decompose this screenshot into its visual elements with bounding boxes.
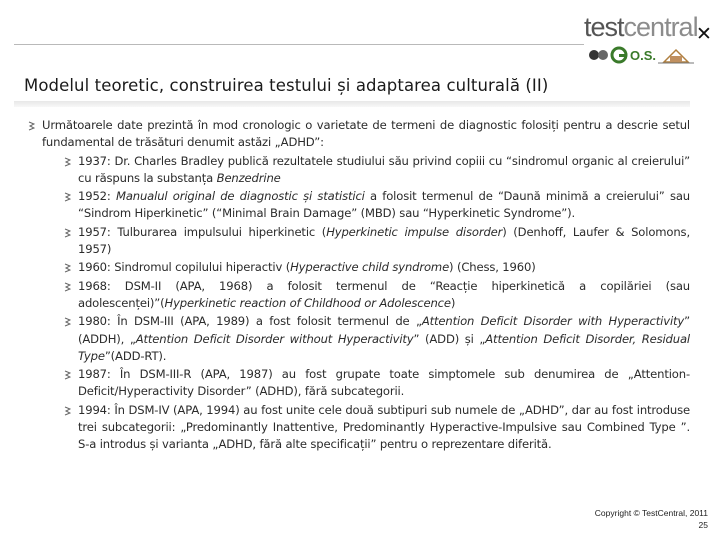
bullet-icon [28, 121, 35, 131]
close-icon[interactable]: ✕ [696, 23, 712, 45]
header-rule [14, 44, 584, 45]
item-text: 1957: Tulburarea impulsului hiperkinetic ( [78, 224, 327, 239]
bullet-icon [64, 192, 71, 202]
item-emphasis: Hyperactive child syndrome [290, 260, 450, 275]
item-emphasis: Attention Deficit Disorder with Hyperactivity [421, 314, 685, 329]
slide-title: Modelul teoretic, construirea testului și adaptarea culturală (II) [24, 76, 549, 95]
item-text: ) (Denhoff, Laufer & Solomons, 1957) [78, 224, 690, 256]
list-item [64, 188, 690, 222]
item-text: ) [450, 295, 456, 310]
list-item [64, 259, 690, 276]
logo-test-text: test [584, 12, 624, 42]
item-text: ” (ADD) și „ [413, 331, 486, 346]
logo-central-text: central [623, 12, 698, 42]
list-item [64, 402, 690, 454]
item-text: ” (ADDH), „ [78, 314, 690, 346]
item-text: 1968: DSM-II (APA, 1968) a folosit termenul de “Reacție hiperkinetică a copilăriei (sau adolescenței)”( [78, 278, 690, 310]
partner-logos [588, 44, 702, 66]
item-text: 1937: Dr. Charles Bradley publică rezultatele studiului său privind copiii cu “sindromul organic al creierului” cu răspuns la substanța [78, 153, 690, 185]
item-emphasis: Attention Deficit Disorder, Residual Type [78, 331, 690, 363]
intro-text: Următoarele date prezintă în mod cronologic o varietate de termeni de diagnostic folosiți pentru a descrie setul fundamental de trăsături denumit astăzi „ADHD”: [42, 118, 690, 150]
bullet-icon [64, 157, 71, 167]
item-text: 1952: [78, 189, 116, 204]
item-emphasis: Hyperkinetic reaction of Childhood or Adolescence [164, 295, 451, 310]
item-emphasis: Attention Deficit Disorder without Hyperactivity [135, 331, 414, 346]
slide-content [28, 117, 690, 453]
svg-text:O.S.: O.S. [630, 48, 657, 63]
bullet-icon [64, 317, 71, 327]
list-item [64, 313, 690, 365]
copyright-text: Copyright © TestCentral, 2011 [594, 508, 708, 518]
list-item [64, 153, 690, 187]
item-emphasis: Hyperkinetic impulse disorder [326, 224, 503, 239]
item-text: 1980: În DSM-III (APA, 1989) a fost folosit termenul de „ [78, 314, 422, 329]
intro-bullet [28, 117, 690, 151]
item-text: a folosit termenul de “Daună minimă a creierului” sau “Sindrom Hiperkinetic” (“Minimal Brain Damage” (MBD) sau “Hyperkinetic Syndrome”). [78, 189, 690, 221]
list-item [64, 278, 690, 312]
item-text: 1960: Sindromul copilului hiperactiv ( [78, 260, 291, 275]
item-emphasis: Manualul original de diagnostic și statistici [115, 189, 365, 204]
item-text: 1994: În DSM-IV (APA, 1994) au fost unite cele două subtipuri sub numele de „ADHD”, dar au fost introduse trei subcategorii: „Predominantly Inattentive, Predominantly Hyperactive-Impulsive sau Combined Type ”. S-a introdus și varianta „ADHD, fără alte specificații” pentru o reprezentare diferită. [78, 402, 690, 452]
bullet-icon [64, 406, 71, 416]
bullet-icon [64, 282, 71, 292]
item-text: ) (Chess, 1960) [449, 260, 536, 275]
item-text: 1987: În DSM-III-R (APA, 1987) au fost grupate toate simptomele sub denumirea de „Attention-Deficit/Hyperactivity Disorder” (ADHD), fără subcategorii. [78, 367, 690, 399]
item-text: ”(ADD-RT). [104, 348, 167, 363]
list-item [64, 366, 690, 400]
list-item [64, 224, 690, 258]
bullet-icon [64, 228, 71, 238]
page-number: 25 [698, 520, 708, 530]
testcentral-logo [584, 12, 704, 70]
item-emphasis: Benzedrine [216, 170, 281, 185]
bullet-icon [64, 263, 71, 273]
logo-wordmark [584, 12, 698, 42]
bullet-icon [64, 370, 71, 380]
title-underline [14, 101, 690, 107]
